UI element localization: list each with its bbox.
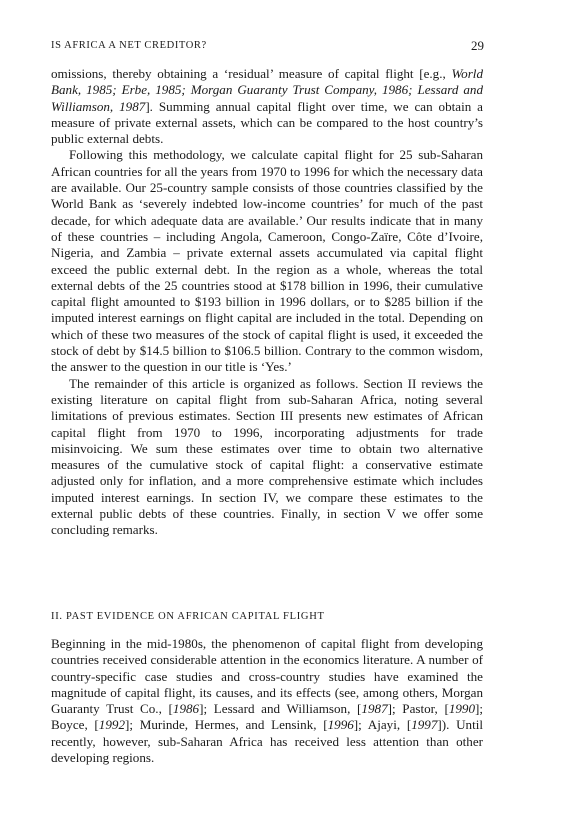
citation-year: 1992: [98, 717, 125, 733]
section-text-3: ]; Pastor, [: [387, 701, 449, 717]
citation-list: World Bank, 1985; Erbe, 1985; Morgan Guaranty Trust Company, 1986; Lessard and Williamson, 1987: [51, 66, 483, 114]
citation-year: 1990: [448, 701, 476, 717]
section-text-1: Beginning in the mid-1980s, the phenomenon of capital flight from developing countries received considerable attention in the economics literature. A number of country-specific case studies and cross-country studies have examined the magnitude of capital flight, its causes, and its effects (see, among others, Morgan Guaranty Trust Co., [: [51, 636, 483, 717]
citation-year: 1987: [361, 701, 388, 717]
paragraph-3: The remainder of this article is organized as follows. Section II reviews the existing literature on capital flight from sub-Saharan Africa, noting several limitations of previous estimates. Section III presents new estimates of African capital flight from 1970 to 1996, incorporating adjustments for trade misinvoicing. We sum these estimates over time to obtain two alternative measures of the cumulative stock of capital flight: a conservative estimate adjusted only for inflation, and a more comprehensive estimate which includes imputed interest earnings. In section IV, we compare these estimates to the external public debts of these countries. Finally, in section V we offer some concluding remarks.: [51, 375, 483, 538]
section-text: [51, 636, 483, 766]
paragraph-1-text-b: ]. Summing annual capital flight over time, we can obtain a measure of private external assets, which can be compared to the host country’s public external debts.: [51, 98, 483, 147]
section-text-4: ]; Boyce, [: [51, 701, 484, 733]
section-text-7: ]). Until recently, however, sub-Saharan Africa has received less attention than other developing regions.: [51, 717, 484, 766]
section-text-6: ]; Ajayi, [: [353, 717, 412, 733]
paragraph-1-text-a: omissions, thereby obtaining a ‘residual’ measure of capital flight [e.g.,: [51, 66, 452, 81]
paragraph-2: Following this methodology, we calculate capital flight for 25 sub-Saharan African countries for all the years from 1970 to 1996 for which the necessary data are available. Our 25-country sample consists of those countries classified by the World Bank as ‘severely indebted low-income countries’ for much of the past decade, for which adequate data are available.’ Our results indicate that in many of these countries – including Angola, Cameroon, Congo-Zaïre, Côte d’Ivoire, Nigeria, and Zambia – private external assets accumulated via capital flight exceed the public external debt. In the region as a whole, whereas the total external debts of the 25 countries stood at $178 billion in 1996, their cumulative capital flight amounted to $193 billion in 1996 dollars, or to $285 billion if the imputed interest earnings on flight capital are included in the total. Depending on which of these two measures of the stock of capital flight is used, it exceeded the stock of debt by $14.5 billion to $106.5 billion. Contrary to the common wisdom, the answer to the question in our title is ‘Yes.’: [51, 147, 483, 375]
paragraph-1: [51, 66, 483, 147]
section-text-2: ]; Lessard and Williamson, [: [199, 701, 362, 717]
body-text: [51, 66, 483, 539]
citation-year: 1986: [172, 701, 200, 717]
citation-year: 1997: [411, 717, 438, 733]
section-heading: II. PAST EVIDENCE ON AFRICAN CAPITAL FLIGHT: [51, 611, 325, 622]
section-text-5: ]; Murinde, Hermes, and Lensink, [: [124, 717, 328, 733]
section-paragraph: [51, 636, 483, 766]
citation-year: 1996: [327, 717, 354, 733]
page-number: 29: [471, 38, 484, 53]
running-head: IS AFRICA A NET CREDITOR?: [51, 40, 207, 51]
